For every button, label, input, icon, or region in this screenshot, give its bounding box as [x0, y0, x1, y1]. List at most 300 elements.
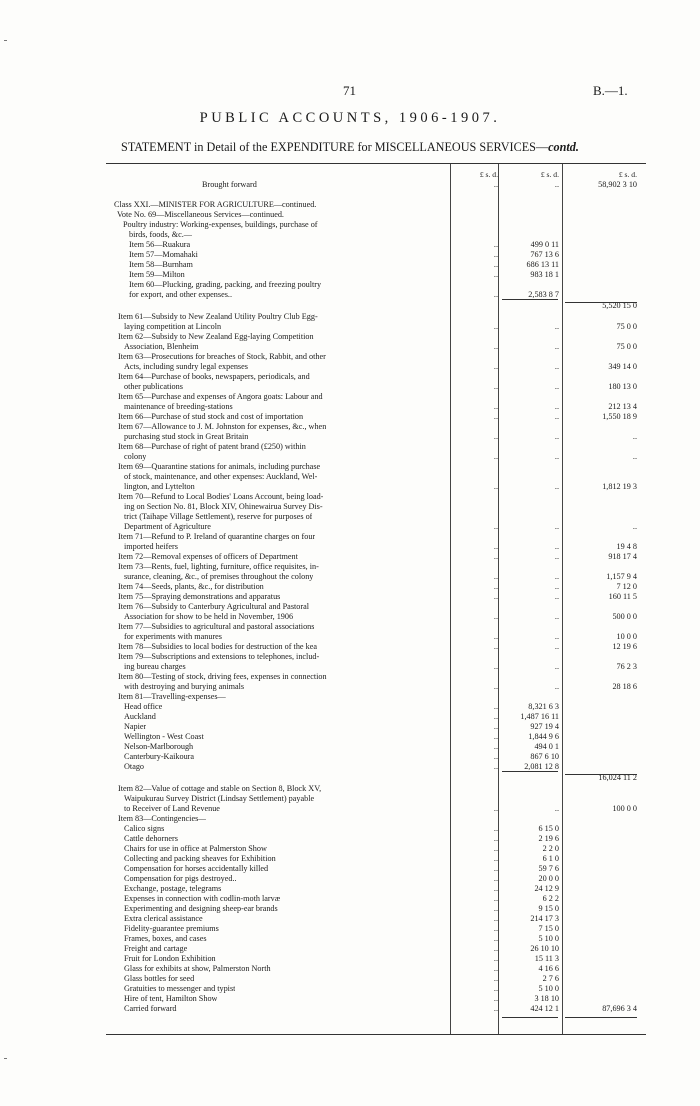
amount-col-1: .. — [493, 632, 498, 641]
table-row — [106, 864, 646, 874]
table-row — [106, 732, 646, 742]
amount-col-1: .. — [493, 362, 498, 371]
amount-col-2: 499 0 11 — [530, 240, 559, 249]
amount-col-1: .. — [493, 582, 498, 591]
amount-col-1: .. — [493, 752, 498, 761]
row-description: Wellington - West Coast — [124, 732, 204, 741]
row-description: Item 63—Prosecutions for breaches of Stock, Rabbit, and other — [118, 352, 326, 361]
column-header: £ s. d. — [540, 170, 559, 179]
row-description: Experimenting and designing sheep-ear brands — [124, 904, 278, 913]
subtotal-rule — [502, 771, 558, 772]
amount-col-2: 7 15 0 — [538, 924, 559, 933]
amount-col-1: .. — [493, 702, 498, 711]
row-description: Brought forward — [202, 180, 257, 189]
table-row — [106, 250, 646, 260]
amount-col-2: 214 17 3 — [530, 914, 559, 923]
row-description: Item 69—Quarantine stations for animals, including purchase — [118, 462, 321, 471]
amount-col-2: 494 0 1 — [534, 742, 559, 751]
table-row — [106, 794, 646, 804]
amount-col-3: 58,902 3 10 — [598, 180, 637, 189]
row-description: Compensation for pigs destroyed.. — [124, 874, 237, 883]
amount-col-2: 2 7 6 — [542, 974, 559, 983]
table-row — [106, 924, 646, 934]
amount-col-2: 927 19 4 — [530, 722, 559, 731]
amount-col-1: .. — [493, 964, 498, 973]
amount-col-2: .. — [554, 572, 559, 581]
amount-col-2: 867 6 10 — [530, 752, 559, 761]
amount-col-1: .. — [493, 250, 498, 259]
table-row — [106, 874, 646, 884]
amount-col-2: .. — [554, 382, 559, 391]
table-row — [106, 552, 646, 562]
row-description: Glass for exhibits at show, Palmerston North — [124, 964, 271, 973]
table-row — [106, 462, 646, 472]
row-description: Otago — [124, 762, 145, 771]
amount-col-3: 918 17 4 — [608, 552, 637, 561]
amount-col-1: .. — [493, 824, 498, 833]
row-description: Poultry industry: Working-expenses, buildings, purchase of — [123, 220, 318, 229]
amount-col-1: .. — [493, 270, 498, 279]
row-description: Item 59—Milton — [129, 270, 185, 279]
table-row — [106, 682, 646, 692]
amount-col-2: .. — [554, 402, 559, 411]
amount-col-3: 75 0 0 — [616, 322, 637, 331]
row-description: surance, cleaning, &c., of premises throughout the colony — [124, 572, 314, 581]
amount-col-2: 2 2 0 — [542, 844, 559, 853]
amount-col-1: .. — [493, 924, 498, 933]
amount-col-1: .. — [493, 290, 498, 299]
row-description: to Receiver of Land Revenue — [124, 804, 220, 813]
amount-col-3: 10 0 0 — [616, 632, 637, 641]
amount-col-1: .. — [493, 762, 498, 771]
amount-col-3: 180 13 0 — [608, 382, 637, 391]
amount-col-2: 6 15 0 — [538, 824, 559, 833]
table-row — [106, 412, 646, 422]
table-row — [106, 240, 646, 250]
row-description: Calico signs — [124, 824, 165, 833]
row-description: Fidelity-guarantee premiums — [124, 924, 219, 933]
amount-col-2: 3 18 10 — [534, 994, 559, 1003]
amount-col-2: 686 13 11 — [526, 260, 559, 269]
row-description: Head office — [124, 702, 163, 711]
table-row — [106, 742, 646, 752]
table-row — [106, 814, 646, 824]
table-row — [106, 622, 646, 632]
amount-col-3: .. — [632, 522, 637, 531]
table-row — [106, 834, 646, 844]
amount-col-1: .. — [493, 864, 498, 873]
row-description: Item 72—Removal expenses of officers of Department — [118, 552, 298, 561]
row-description: with destroying and burying animals — [124, 682, 245, 691]
table-row — [106, 712, 646, 722]
row-description: Item 70—Refund to Local Bodies' Loans Account, being load- — [118, 492, 324, 501]
table-row — [106, 652, 646, 662]
table-row — [106, 342, 646, 352]
table-row — [106, 954, 646, 964]
table-row — [106, 984, 646, 994]
amount-col-2: 6 1 0 — [542, 854, 559, 863]
amount-col-2: 2 19 6 — [538, 834, 559, 843]
row-description: for experiments with manures — [124, 632, 222, 641]
table-row — [106, 230, 646, 240]
amount-col-1: .. — [493, 874, 498, 883]
amount-col-1: .. — [493, 662, 498, 671]
amount-col-1: .. — [493, 834, 498, 843]
amount-col-2: 2,081 12 8 — [524, 762, 559, 771]
scan-mark — [4, 1058, 7, 1059]
table-row — [106, 260, 646, 270]
row-description: Napier — [124, 722, 147, 731]
amount-col-1: .. — [493, 914, 498, 923]
statement-subtitle — [0, 140, 700, 155]
amount-col-2: 26 10 10 — [530, 944, 559, 953]
table-row — [106, 180, 646, 190]
amount-col-2: .. — [554, 432, 559, 441]
row-description: Item 65—Purchase and expenses of Angora goats: Labour and — [118, 392, 323, 401]
table-row — [106, 452, 646, 462]
row-description: Frames, boxes, and cases — [124, 934, 207, 943]
table-row — [106, 280, 646, 290]
amount-col-1: .. — [493, 572, 498, 581]
amount-col-1: .. — [493, 382, 498, 391]
table-row — [106, 974, 646, 984]
row-description: Item 60—Plucking, grading, packing, and freezing poultry — [129, 280, 322, 289]
table-row — [106, 512, 646, 522]
row-description: Item 80—Testing of stock, driving fees, expenses in connection — [118, 672, 327, 681]
amount-col-1: .. — [493, 984, 498, 993]
amount-col-1: .. — [493, 240, 498, 249]
amount-col-3: .. — [632, 432, 637, 441]
row-description: Extra clerical assistance — [124, 914, 203, 923]
amount-col-2: .. — [554, 342, 559, 351]
row-description: Exchange, postage, telegrams — [124, 884, 222, 893]
table-row — [106, 362, 646, 372]
amount-col-3: 12 19 6 — [612, 642, 637, 651]
amount-col-3: 19 4 8 — [616, 542, 637, 551]
table-row — [106, 422, 646, 432]
table-row — [106, 1004, 646, 1014]
row-description: Department of Agriculture — [124, 522, 211, 531]
amount-col-2: .. — [554, 804, 559, 813]
table-row — [106, 994, 646, 1004]
amount-col-2: .. — [554, 662, 559, 671]
table-row — [106, 632, 646, 642]
amount-col-2: .. — [554, 552, 559, 561]
row-description: lington, and Lyttelton — [124, 482, 195, 491]
amount-col-3: 87,696 3 4 — [602, 1004, 637, 1013]
amount-col-3: 212 13 4 — [608, 402, 637, 411]
amount-col-1: .. — [493, 612, 498, 621]
row-description: maintenance of breeding-stations — [124, 402, 233, 411]
row-description: Item 74—Seeds, plants, &c., for distribution — [118, 582, 264, 591]
amount-col-2: .. — [554, 642, 559, 651]
row-description: Item 66—Purchase of stud stock and cost of importation — [118, 412, 304, 421]
table-row — [106, 270, 646, 280]
subtitle-text: STATEMENT in Detail of the EXPENDITURE for MISCELLANEOUS SERVICES— — [121, 140, 549, 154]
table-row — [106, 522, 646, 532]
table-row — [106, 612, 646, 622]
amount-col-1: .. — [493, 260, 498, 269]
amount-col-2: 983 18 1 — [530, 270, 559, 279]
table-row — [106, 904, 646, 914]
row-description: Item 78—Subsidies to local bodies for destruction of the kea — [118, 642, 317, 651]
table-row — [106, 352, 646, 362]
amount-col-1: .. — [493, 180, 498, 189]
row-description: Carried forward — [124, 1004, 177, 1013]
amount-col-1: .. — [493, 642, 498, 651]
table-row — [106, 332, 646, 342]
table-row — [106, 642, 646, 652]
amount-col-2: .. — [554, 592, 559, 601]
table-row — [106, 722, 646, 732]
amount-col-1: .. — [493, 682, 498, 691]
table-row — [106, 472, 646, 482]
amount-col-1: .. — [493, 894, 498, 903]
row-description: Item 67—Allowance to J. M. Johnston for expenses, &c., when — [118, 422, 327, 431]
row-description: Item 57—Momahaki — [129, 250, 198, 259]
row-description: Class XXI.—MINISTER FOR AGRICULTURE—continued. — [114, 200, 317, 209]
amount-col-3: 349 14 0 — [608, 362, 637, 371]
amount-col-1: .. — [493, 722, 498, 731]
amount-col-2: 767 13 6 — [530, 250, 559, 259]
amount-col-2: .. — [554, 612, 559, 621]
expenditure-table — [106, 163, 646, 1035]
table-row — [106, 752, 646, 762]
table-row — [106, 934, 646, 944]
amount-col-2: 15 11 3 — [534, 954, 559, 963]
row-description: Compensation for horses accidentally killed — [124, 864, 269, 873]
amount-col-1: .. — [493, 482, 498, 491]
amount-col-2: 1,844 9 6 — [528, 732, 559, 741]
table-row — [106, 944, 646, 954]
subtotal-rule — [502, 1017, 558, 1018]
amount-col-3: 1,550 18 9 — [602, 412, 637, 421]
amount-col-2: 8,321 6 3 — [528, 702, 559, 711]
amount-col-3: 7 12 0 — [616, 582, 637, 591]
amount-col-2: 24 12 9 — [534, 884, 559, 893]
row-description: Hire of tent, Hamilton Show — [124, 994, 218, 1003]
table-row — [106, 964, 646, 974]
table-row — [106, 382, 646, 392]
table-row — [106, 894, 646, 904]
row-description: Cattle dehorners — [124, 834, 178, 843]
amount-col-2: .. — [554, 322, 559, 331]
amount-col-2: 1,487 16 11 — [520, 712, 559, 721]
row-description: Item 62—Subsidy to New Zealand Egg-laying Competition — [118, 332, 314, 341]
page-title: PUBLIC ACCOUNTS, 1906-1907. — [199, 110, 501, 126]
table-row — [106, 582, 646, 592]
table-row — [106, 492, 646, 502]
row-description: Item 73—Rents, fuel, lighting, furniture, office requisites, in- — [118, 562, 319, 571]
row-description: Nelson-Marlborough — [124, 742, 194, 751]
amount-col-1: .. — [493, 412, 498, 421]
amount-col-1: .. — [493, 322, 498, 331]
amount-col-2: 6 2 2 — [542, 894, 559, 903]
amount-col-1: .. — [493, 974, 498, 983]
table-row — [106, 290, 646, 300]
table-row — [106, 502, 646, 512]
row-description: Item 75—Spraying demonstrations and apparatus — [118, 592, 281, 601]
amount-col-1: .. — [493, 884, 498, 893]
table-row — [106, 592, 646, 602]
subtotal-rule — [565, 302, 637, 303]
table-row — [106, 532, 646, 542]
row-description: Item 81—Travelling-expenses— — [118, 692, 226, 701]
amount-col-1: .. — [493, 934, 498, 943]
table-row — [106, 844, 646, 854]
row-description: Item 64—Purchase of books, newspapers, periodicals, and — [118, 372, 310, 381]
row-description: Freight and cartage — [124, 944, 188, 953]
amount-col-1: .. — [493, 804, 498, 813]
table-row — [106, 702, 646, 712]
table-row — [106, 804, 646, 814]
table-row — [106, 220, 646, 230]
row-description: Item 68—Purchase of right of patent brand (£250) within — [118, 442, 306, 451]
row-description: Collecting and packing sheaves for Exhibition — [124, 854, 276, 863]
amount-col-2: .. — [554, 482, 559, 491]
row-description: Association, Blenheim — [124, 342, 199, 351]
amount-col-2: 59 7 6 — [538, 864, 559, 873]
amount-col-2: 9 15 0 — [538, 904, 559, 913]
amount-col-1: .. — [493, 452, 498, 461]
row-description: for export, and other expenses.. — [129, 290, 232, 299]
table-row — [106, 854, 646, 864]
amount-col-2: .. — [554, 682, 559, 691]
amount-col-1: .. — [493, 402, 498, 411]
table-row — [106, 542, 646, 552]
amount-col-1: .. — [493, 592, 498, 601]
row-description: trict (Taihape Village Settlement), reserve for purposes of — [124, 512, 313, 521]
table-row — [106, 482, 646, 492]
table-row — [106, 662, 646, 672]
row-description: Auckland — [124, 712, 156, 721]
amount-col-3: 1,812 19 3 — [602, 482, 637, 491]
amount-col-3: 5,520 15 0 — [602, 301, 637, 310]
row-description: birds, foods, &c.— — [129, 230, 192, 239]
table-row — [106, 914, 646, 924]
row-description: Association for show to be held in November, 1906 — [124, 612, 294, 621]
row-description: Item 82—Value of cottage and stable on Section 8, Block XV, — [118, 784, 322, 793]
amount-col-1: .. — [493, 742, 498, 751]
table-row — [106, 312, 646, 322]
amount-col-1: .. — [493, 552, 498, 561]
row-description: Chairs for use in office at Palmerston Show — [124, 844, 267, 853]
amount-col-1: .. — [493, 954, 498, 963]
row-description: purchasing stud stock in Great Britain — [124, 432, 249, 441]
amount-col-3: 75 0 0 — [616, 342, 637, 351]
table-row — [106, 602, 646, 612]
table-row — [106, 200, 646, 210]
amount-col-3: 1,157 9 4 — [606, 572, 637, 581]
table-row — [106, 432, 646, 442]
amount-col-1: .. — [493, 522, 498, 531]
row-description: Item 56—Ruakura — [129, 240, 191, 249]
amount-col-3: 76 2 3 — [616, 662, 637, 671]
row-description: Item 77—Subsidies to agricultural and pastoral associations — [118, 622, 315, 631]
column-headers — [106, 170, 646, 180]
amount-col-1: .. — [493, 944, 498, 953]
table-row — [106, 784, 646, 794]
amount-col-2: 424 12 1 — [530, 1004, 559, 1013]
table-row — [106, 672, 646, 682]
amount-col-2: 2,583 8 7 — [528, 290, 559, 299]
row-description: Item 79—Subscriptions and extensions to telephones, includ- — [118, 652, 320, 661]
row-description: Item 61—Subsidy to New Zealand Utility Poultry Club Egg- — [118, 312, 318, 321]
subtotal-rule — [502, 299, 558, 300]
table-row — [106, 210, 646, 220]
row-description: ing bureau charges — [124, 662, 186, 671]
amount-col-3: 160 11 5 — [608, 592, 637, 601]
amount-col-1: .. — [493, 732, 498, 741]
row-description: imported heifers — [124, 542, 178, 551]
row-description: Item 76—Subsidy to Canterbury Agricultural and Pastoral — [118, 602, 310, 611]
amount-col-1: .. — [493, 1004, 498, 1013]
table-row — [106, 884, 646, 894]
row-description: Acts, including sundry legal expenses — [124, 362, 248, 371]
amount-col-3: 16,024 11 2 — [598, 773, 637, 782]
subtitle-contd: contd. — [548, 140, 579, 154]
amount-col-3: 28 18 6 — [612, 682, 637, 691]
row-description: Item 71—Refund to P. Ireland of quarantine charges on four — [118, 532, 316, 541]
amount-col-2: .. — [554, 542, 559, 551]
amount-col-3: 500 0 0 — [612, 612, 637, 621]
table-row — [106, 392, 646, 402]
row-description: other publications — [124, 382, 183, 391]
amount-col-1: .. — [493, 432, 498, 441]
row-description: Item 58—Burnham — [129, 260, 193, 269]
amount-col-2: 5 10 0 — [538, 934, 559, 943]
subtotal-rule — [565, 1017, 637, 1018]
row-description: laying competition at Lincoln — [124, 322, 222, 331]
column-header: £ s. d. — [618, 170, 637, 179]
amount-col-2: .. — [554, 452, 559, 461]
table-row — [106, 692, 646, 702]
table-row — [106, 824, 646, 834]
table-row — [106, 762, 646, 772]
amount-col-1: .. — [493, 542, 498, 551]
column-header: £ s. d. — [479, 170, 498, 179]
row-description: Vote No. 69—Miscellaneous Services—continued. — [117, 210, 284, 219]
amount-col-1: .. — [493, 904, 498, 913]
amount-col-1: .. — [493, 994, 498, 1003]
amount-col-1: .. — [493, 844, 498, 853]
row-description: colony — [124, 452, 147, 461]
amount-col-2: .. — [554, 522, 559, 531]
amount-col-2: .. — [554, 412, 559, 421]
document-reference: B.—1. — [593, 83, 628, 98]
row-description: ing on Section No. 81, Block XIV, Ohinewairua Survey Dis- — [124, 502, 323, 511]
amount-col-2: 4 16 6 — [538, 964, 559, 973]
amount-col-2: 5 10 0 — [538, 984, 559, 993]
table-row — [106, 562, 646, 572]
row-description: Glass bottles for seed — [124, 974, 195, 983]
amount-col-2: 20 0 0 — [538, 874, 559, 883]
row-description: Canterbury-Kaikoura — [124, 752, 195, 761]
amount-col-3: 100 0 0 — [612, 804, 637, 813]
table-row — [106, 372, 646, 382]
row-description: Gratuities to messenger and typist — [124, 984, 236, 993]
amount-col-2: .. — [554, 582, 559, 591]
amount-col-1: .. — [493, 712, 498, 721]
row-description: Waipukurau Survey District (Lindsay Settlement) payable — [124, 794, 315, 803]
table-row — [106, 322, 646, 332]
row-description: of stock, maintenance, and other expenses: Auckland, Wel- — [124, 472, 318, 481]
amount-col-2: .. — [554, 632, 559, 641]
amount-col-2: .. — [554, 180, 559, 189]
subtotal-rule — [565, 774, 637, 775]
table-row — [106, 572, 646, 582]
scan-mark — [4, 40, 7, 41]
